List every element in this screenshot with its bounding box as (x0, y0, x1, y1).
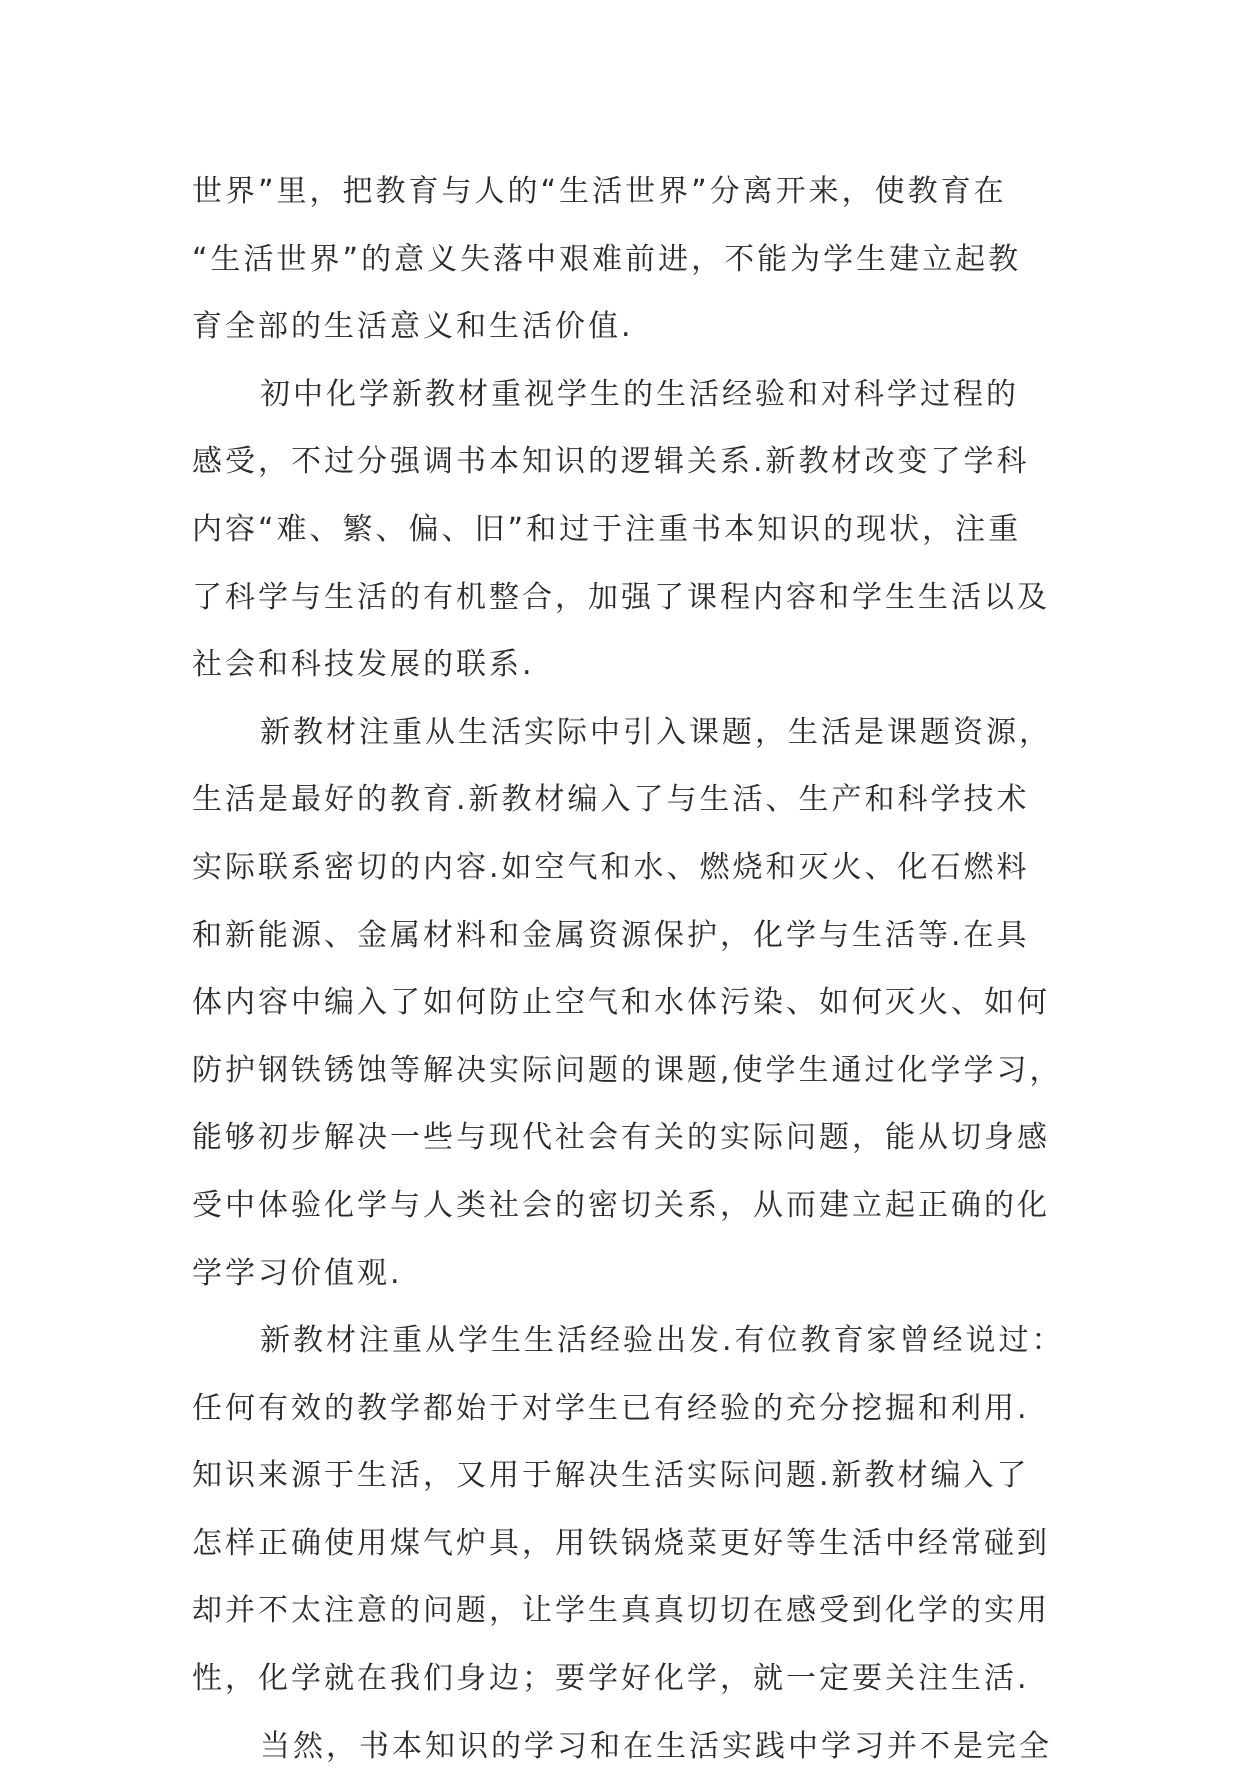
text-line: 实际联系密切的内容.如空气和水、燃烧和灭火、化石燃料 (192, 849, 1030, 885)
text-line: 内容“难、繁、偏、旧”和过于注重书本知识的现状，注重 (192, 511, 1022, 547)
text-line: 性，化学就在我们身边；要学好化学，就一定要关注生活. (192, 1661, 1030, 1697)
body-text (192, 158, 1065, 1780)
text-line: 能够初步解决一些与现代社会有关的实际问题，能从切身感 (192, 1120, 1050, 1156)
text-line: 社会和科技发展的联系. (192, 647, 535, 683)
paragraph-first-line: 新教材注重从生活实际中引入课题，生活是课题资源， (260, 714, 1052, 750)
text-line: 了科学与生活的有机整合，加强了课程内容和学生生活以及 (192, 579, 1050, 615)
text-line: 生活是最好的教育.新教材编入了与生活、生产和科学技术 (192, 782, 1030, 818)
text-line: 受中体验化学与人类社会的密切关系，从而建立起正确的化 (192, 1187, 1050, 1223)
text-line: 育全部的生活意义和生活价值. (192, 309, 634, 345)
text-line: 体内容中编入了如何防止空气和水体污染、如何灭火、如何 (192, 985, 1050, 1021)
text-line: 怎样正确使用煤气炉具，用铁锅烧菜更好等生活中经常碰到 (192, 1525, 1050, 1561)
text-line: 感受，不过分强调书本知识的逻辑关系.新教材改变了学科 (192, 444, 1030, 480)
text-line: 防护钢铁锈蚀等解决实际问题的课题,使学生通过化学学习， (192, 1052, 1063, 1088)
text-line: “生活世界”的意义失落中艰难前进，不能为学生建立起教 (192, 241, 1022, 277)
text-line: 和新能源、金属材料和金属资源保护，化学与生活等.在具 (192, 917, 1030, 953)
text-line: 学学习价值观. (192, 1255, 403, 1291)
text-line: 任何有效的教学都始于对学生已有经验的充分挖掘和利用. (192, 1390, 1030, 1426)
paragraph-first-line: 当然，书本知识的学习和在生活实践中学习并不是完全 (260, 1728, 1052, 1764)
paragraph-first-line: 新教材注重从学生生活经验出发.有位教育家曾经说过： (260, 1323, 1065, 1359)
text-line: 知识来源于生活，又用于解决生活实际问题.新教材编入了 (192, 1458, 1030, 1494)
text-line: 却并不太注意的问题，让学生真真切切在感受到化学的实用 (192, 1593, 1050, 1629)
text-line: 世界”里，把教育与人的“生活世界”分离开来，使教育在 (192, 174, 1007, 209)
paragraph-first-line: 初中化学新教材重视学生的生活经验和对科学过程的 (260, 376, 1019, 412)
